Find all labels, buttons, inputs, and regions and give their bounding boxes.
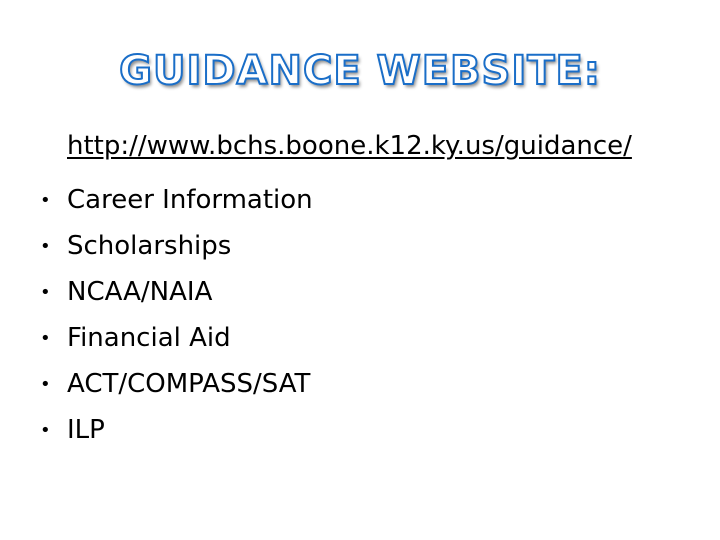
bullet-dot-icon: • <box>40 189 51 211</box>
bullet-dot-icon: • <box>40 235 51 257</box>
list-item-label: Scholarships <box>67 231 232 261</box>
list-item <box>40 361 313 407</box>
bullet-dot-icon: • <box>40 327 51 349</box>
bullet-dot-icon: • <box>40 373 51 395</box>
list-item <box>40 315 313 361</box>
list-item-label: Career Information <box>67 185 313 215</box>
list-item <box>40 223 313 269</box>
list-item <box>40 177 313 223</box>
list-item <box>40 269 313 315</box>
list-item-label: NCAA/NAIA <box>67 277 213 307</box>
bullet-dot-icon: • <box>40 281 51 303</box>
guidance-website-link[interactable]: http://www.bchs.boone.k12.ky.us/guidance/ <box>67 131 632 161</box>
list-item-label: Financial Aid <box>67 323 231 353</box>
list-item-label: ACT/COMPASS/SAT <box>67 369 311 399</box>
list-item-label: ILP <box>67 415 105 445</box>
bullet-dot-icon: • <box>40 419 51 441</box>
list-item <box>40 407 313 453</box>
slide-title: GUIDANCE WEBSITE: <box>119 48 601 94</box>
topic-list <box>40 177 313 453</box>
